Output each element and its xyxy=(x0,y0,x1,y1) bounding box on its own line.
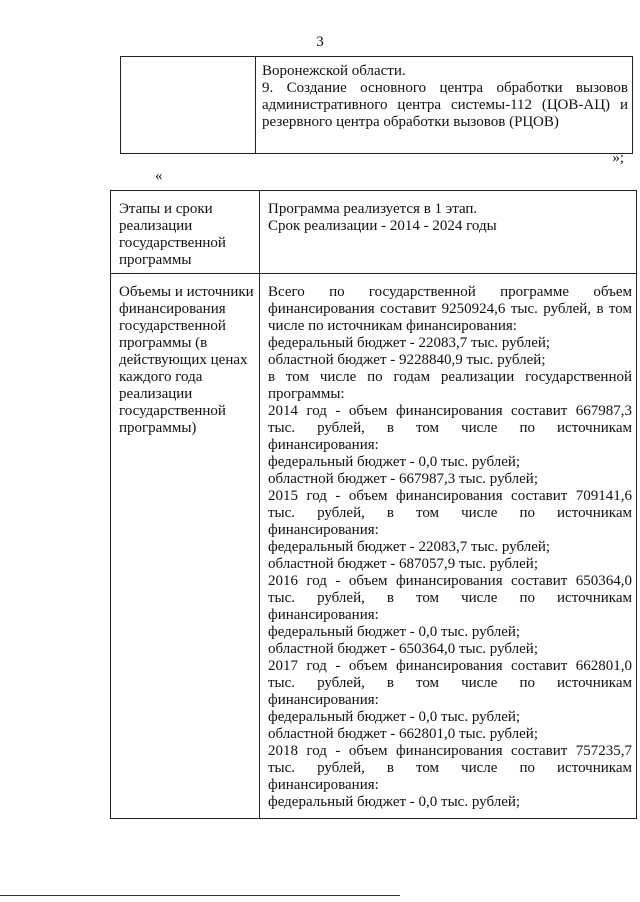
cell-paragraph: областной бюджет - 687057,9 тыс. рублей; xyxy=(268,556,538,572)
table-cell-text xyxy=(256,57,633,154)
cell-paragraph: в том числе по годам реализации государственной программы: xyxy=(268,369,632,402)
program-passport-table xyxy=(110,190,637,819)
cell-paragraph: федеральный бюджет - 0,0 тыс. рублей; xyxy=(268,794,521,810)
page-number: 3 xyxy=(316,34,324,50)
cell-paragraph: 2015 год - объем финансирования составит 709141,6 тыс. рублей, в том числе по источникам финансирования: xyxy=(268,488,632,538)
cell-paragraph: федеральный бюджет - 0,0 тыс. рублей; xyxy=(268,454,521,470)
row-value xyxy=(260,191,637,274)
cell-paragraph: федеральный бюджет - 22083,7 тыс. рублей; xyxy=(268,335,551,351)
row-value xyxy=(260,274,637,819)
cell-paragraph: областной бюджет - 662801,0 тыс. рублей; xyxy=(268,726,538,742)
table-cell-empty xyxy=(121,57,256,154)
row-label: Этапы и сроки реализации государственной программы xyxy=(111,191,260,274)
cell-paragraph: Всего по государственной программе объем финансирования составит 9250924,6 тыс. рублей, в том числе по источникам финансирования: xyxy=(268,284,632,334)
opening-quote: « xyxy=(155,168,163,184)
table-row xyxy=(121,57,633,154)
cell-paragraph: областной бюджет - 667987,3 тыс. рублей; xyxy=(268,471,538,487)
row-label: Объемы и источники финансирования государственной программы (в действующих ценах каждого года реализации государственной программы) xyxy=(111,274,260,819)
top-table xyxy=(120,56,633,154)
cell-line: 9. Создание основного центра обработки вызовов административного центра системы-112 (ЦОВ-АЦ) и резервного центра обработки вызовов (РЦОВ) xyxy=(262,80,628,130)
cell-paragraph: 2018 год - объем финансирования составит 757235,7 тыс. рублей, в том числе по источникам финансирования: xyxy=(268,743,632,793)
cell-paragraph: 2017 год - объем финансирования составит 662801,0 тыс. рублей, в том числе по источникам финансирования: xyxy=(268,658,632,708)
table-row xyxy=(111,274,637,819)
cell-paragraph: 2014 год - объем финансирования составит 667987,3 тыс. рублей, в том числе по источникам финансирования: xyxy=(268,403,632,453)
cell-line: Программа реализуется в 1 этап. xyxy=(268,201,478,217)
cell-paragraph: федеральный бюджет - 0,0 тыс. рублей; xyxy=(268,624,521,640)
cell-paragraph: федеральный бюджет - 22083,7 тыс. рублей; xyxy=(268,539,551,555)
closing-quote: »; xyxy=(612,150,624,166)
cell-paragraph: 2016 год - объем финансирования составит 650364,0 тыс. рублей, в том числе по источникам финансирования: xyxy=(268,573,632,623)
cell-paragraph: областной бюджет - 9228840,9 тыс. рублей; xyxy=(268,352,546,368)
table-row xyxy=(111,191,637,274)
cell-line: Воронежской области. xyxy=(262,63,406,79)
footer-rule xyxy=(0,895,400,896)
cell-paragraph: областной бюджет - 650364,0 тыс. рублей; xyxy=(268,641,538,657)
cell-paragraph: федеральный бюджет - 0,0 тыс. рублей; xyxy=(268,709,521,725)
cell-line: Срок реализации - 2014 - 2024 годы xyxy=(268,218,497,234)
